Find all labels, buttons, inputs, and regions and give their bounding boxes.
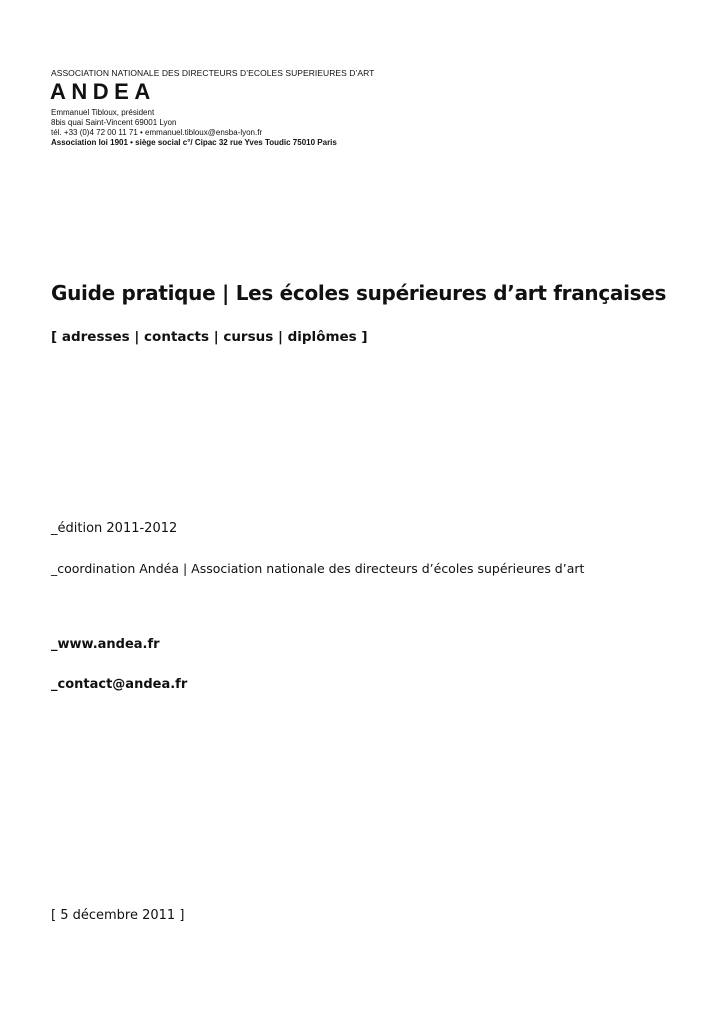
association-name-header: ASSOCIATION NATIONALE DES DIRECTEURS D’ECOLES SUPERIEURES D’ART — [51, 68, 375, 78]
website-line: _www.andea.fr — [51, 637, 160, 652]
document-date: [ 5 décembre 2011 ] — [51, 908, 185, 923]
andea-logo: ANDEA — [50, 79, 156, 104]
coordination-line: _coordination Andéa | Association nationale des directeurs d’écoles supérieures d’art — [51, 561, 585, 576]
document-title: Guide pratique | Les écoles supérieures d’art françaises — [51, 281, 667, 305]
president-line: Emmanuel Tibloux, président — [51, 108, 155, 117]
contact-email-line: _contact@andea.fr — [51, 677, 188, 692]
legal-info-line: Association loi 1901 • siège social c°/ Cipac 32 rue Yves Toudic 75010 Paris — [51, 138, 337, 147]
phone-email-line: tél. +33 (0)4 72 00 11 71 • emmanuel.tibloux@ensba-lyon.fr — [51, 128, 263, 137]
edition-line: _édition 2011-2012 — [51, 521, 178, 536]
document-subtitle: [ adresses | contacts | cursus | diplômes ] — [51, 329, 368, 345]
address-line: 8bis quai Saint-Vincent 69001 Lyon — [51, 118, 177, 127]
